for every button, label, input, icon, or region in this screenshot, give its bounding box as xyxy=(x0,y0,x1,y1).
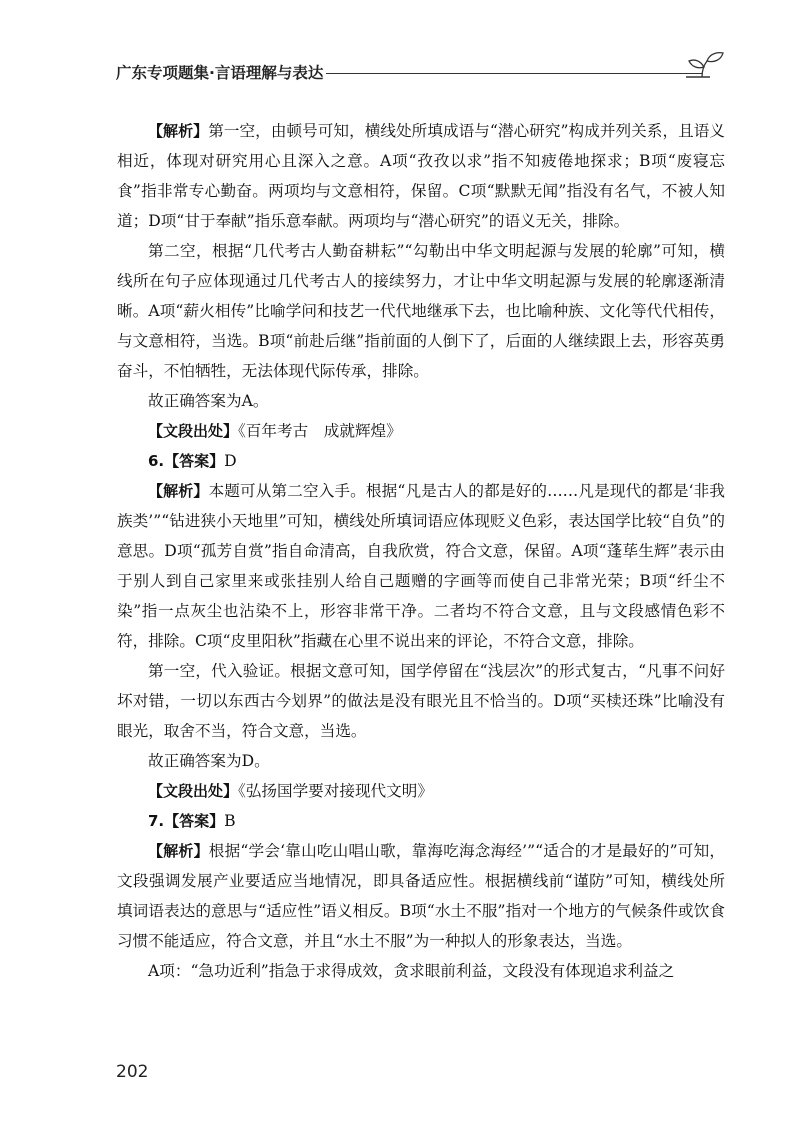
page-body xyxy=(117,116,725,986)
paragraph-text: 根据“学会‘靠山吃山唱山歌，靠海吃海念海经’”“适合的才是最好的”可知，文段强调发展产业要适应当地情况，即具备适应性。根据横线前“谨防”可知，横线处所填词语表达的意思与“适应性”语义相反。B项“水土不服”指对一个地方的气候条件或饮食习惯不能适应，符合文意，并且“水土不服”为一种拟人的形象表达，当选。 xyxy=(117,842,725,950)
paragraph-text: 第二空，根据“几代考古人勤奋耕耘”“勾勒出中华文明起源与发展的轮廓”可知，横线所在句子应体现通过几代考古人的接续努力，才让中华文明起源与发展的轮廓逐渐清晰。A项“薪火相传”比喻学问和技艺一代代地继承下去，也比喻种族、文化等代代相传，与文意相符，当选。B项“前赴后继”指前面的人倒下了，后面的人继续跟上去，形容英勇奋斗，不怕牺牲，无法体现代际传承，排除。 xyxy=(117,242,725,380)
answer-7 xyxy=(117,806,725,836)
analysis-tag: 【解析】 xyxy=(148,122,209,140)
source-title: 《百年考古 成就辉煌》 xyxy=(238,422,402,440)
header-title: 广东专项题集·言语理解与表达 xyxy=(116,64,324,82)
paragraph-source xyxy=(117,416,725,446)
paragraph-text: A项：“急功近利”指急于求得成效，贪求眼前利益，文段没有体现追求利益之 xyxy=(148,962,675,980)
answer-value: B xyxy=(224,812,236,830)
paragraph-source xyxy=(117,776,725,806)
page-number: 202 xyxy=(116,1062,149,1082)
paragraph-analysis-7 xyxy=(117,836,725,956)
paragraph-text: 故正确答案为A。 xyxy=(148,392,269,410)
answer-tag: 7.【答案】 xyxy=(148,812,225,830)
analysis-tag: 【解析】 xyxy=(148,842,209,860)
sprout-icon xyxy=(686,50,726,80)
source-tag: 【文段出处】 xyxy=(148,422,239,440)
paragraph-conclusion xyxy=(117,746,725,776)
answer-value: D xyxy=(224,452,237,470)
paragraph-text: 本题可从第二空入手。根据“凡是古人的都是好的……凡是现代的都是‘非我族类’”“钻进狭小天地里”可知，横线处所填词语应体现贬义色彩，表达国学比较“自负”的意思。D项“孤芳自赏”指自命清高，自我欣赏，符合文意，保留。A项“蓬荜生辉”表示由于别人到自己家里来或张挂别人给自己题赠的字画等而使自己非常光荣；B项“纤尘不染”指一点灰尘也沾染不上，形容非常干净。二者均不符合文意，且与文段感情色彩不符，排除。C项“皮里阳秋”指藏在心里不说出来的评论，不符合文意，排除。 xyxy=(117,482,725,650)
running-header xyxy=(116,58,720,88)
paragraph-second-blank xyxy=(117,236,725,386)
source-tag: 【文段出处】 xyxy=(148,782,239,800)
paragraph-first-blank xyxy=(117,656,725,746)
paragraph-option-a xyxy=(117,956,725,986)
answer-tag: 6.【答案】 xyxy=(148,452,225,470)
analysis-tag: 【解析】 xyxy=(148,482,209,500)
paragraph-analysis-6 xyxy=(117,476,725,656)
source-title: 《弘扬国学要对接现代文明》 xyxy=(238,782,433,800)
header-rule xyxy=(326,73,702,74)
paragraph-text: 第一空，由顿号可知，横线处所填成语与“潜心研究”构成并列关系，且语义相近，体现对研究用心且深入之意。A项“孜孜以求”指不知疲倦地探求；B项“废寝忘食”指非常专心勤奋。两项均与文意相符，保留。C项“默默无闻”指没有名气，不被人知道；D项“甘于奉献”指乐意奉献。两项均与“潜心研究”的语义无关，排除。 xyxy=(117,122,725,230)
paragraph-analysis-5 xyxy=(117,116,725,236)
answer-6 xyxy=(117,446,725,476)
paragraph-text: 故正确答案为D。 xyxy=(148,752,270,770)
paragraph-conclusion xyxy=(117,386,725,416)
paragraph-text: 第一空，代入验证。根据文意可知，国学停留在“浅层次”的形式复古，“凡事不问好坏对错，一切以东西古今划界”的做法是没有眼光且不恰当的。D项“买椟还珠”比喻没有眼光，取舍不当，符合文意，当选。 xyxy=(117,662,725,740)
